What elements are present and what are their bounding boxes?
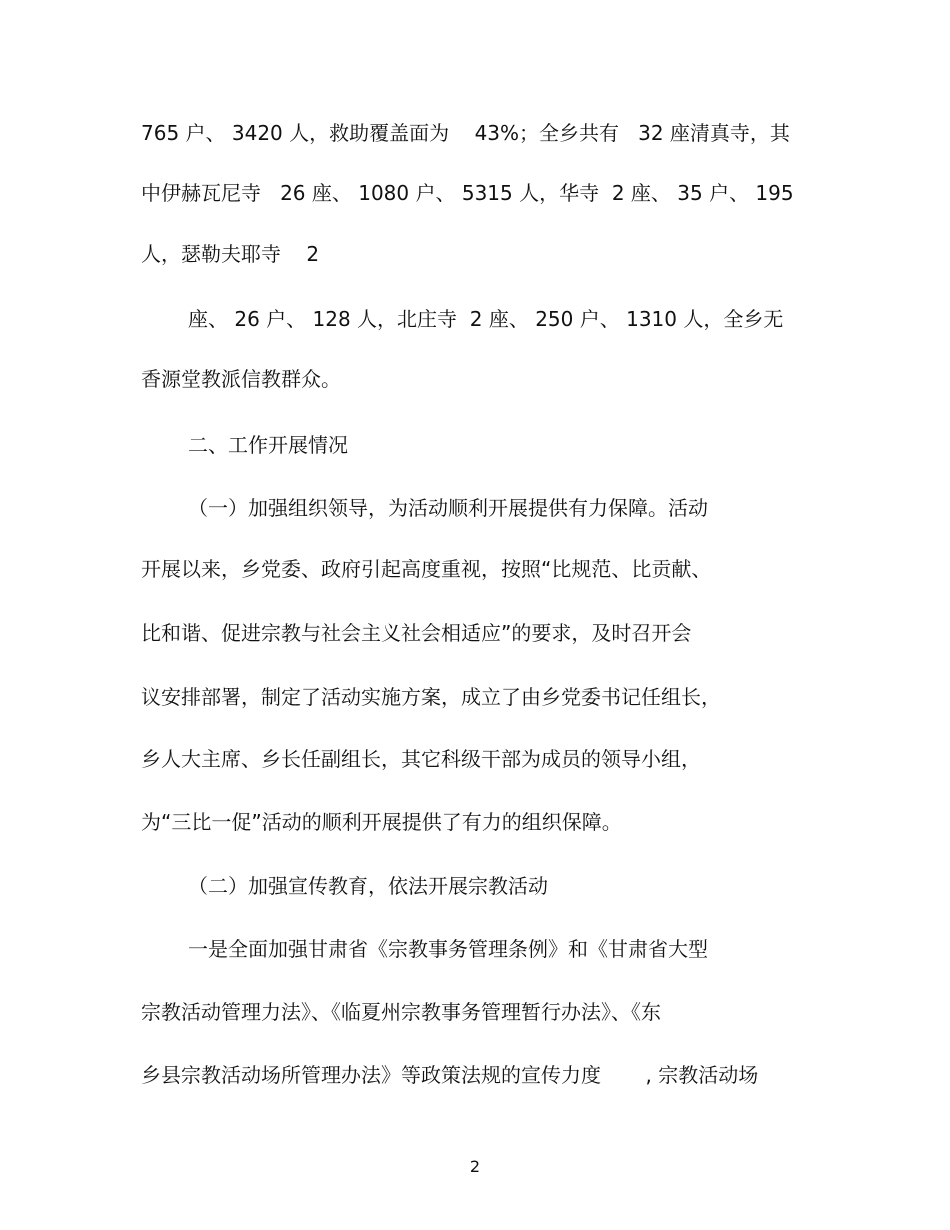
- page-number: 2: [469, 1157, 481, 1176]
- text-line-12: 为“三比一促”活动的顺利开展提供了有力的组织保障。: [141, 810, 622, 834]
- text-line-3: 人，瑟勒夫耶寺 2: [141, 242, 320, 266]
- text-line-10: 议安排部署，制定了活动实施方案，成立了由乡党委书记任组长，: [141, 685, 721, 709]
- text-line-1: 765 户、 3420 人，救助覆盖面为 43%；全乡共有 32 座清真寺，其: [141, 121, 790, 145]
- text-line-5: 香源堂教派信教群众。: [141, 367, 341, 391]
- text-line-7: （一）加强组织领导，为活动顺利开展提供有力保障。活动: [188, 496, 708, 520]
- text-line-8: 开展以来，乡党委、政府引起高度重视，按照“比规范、比贡献、: [141, 557, 712, 581]
- text-line-9: 比和谐、促进宗教与社会主义社会相适应”的要求，及时召开会: [141, 621, 692, 645]
- text-line-4: 座、 26 户、 128 人，北庄寺 2 座、 250 户、 1310 人，全乡无: [188, 307, 784, 331]
- text-line-16: 乡县宗教活动场所管理办法》等政策法规的宣传力度 , 宗教活动场: [141, 1063, 759, 1087]
- section-heading: 二、工作开展情况: [188, 433, 348, 457]
- text-line-13: （二）加强宣传教育，依法开展宗教活动: [188, 874, 548, 898]
- text-line-2: 中伊赫瓦尼寺 26 座、 1080 户、 5315 人，华寺 2 座、 35 户、 195: [141, 181, 794, 205]
- text-line-11: 乡人大主席、乡长任副组长，其它科级干部为成员的领导小组，: [141, 747, 701, 771]
- text-line-14: 一是全面加强甘肃省《宗教事务管理条例》和《甘肃省大型: [188, 937, 708, 961]
- text-line-15: 宗教活动管理力法》、《临夏州宗教事务管理暂行办法》、《东: [141, 1000, 661, 1024]
